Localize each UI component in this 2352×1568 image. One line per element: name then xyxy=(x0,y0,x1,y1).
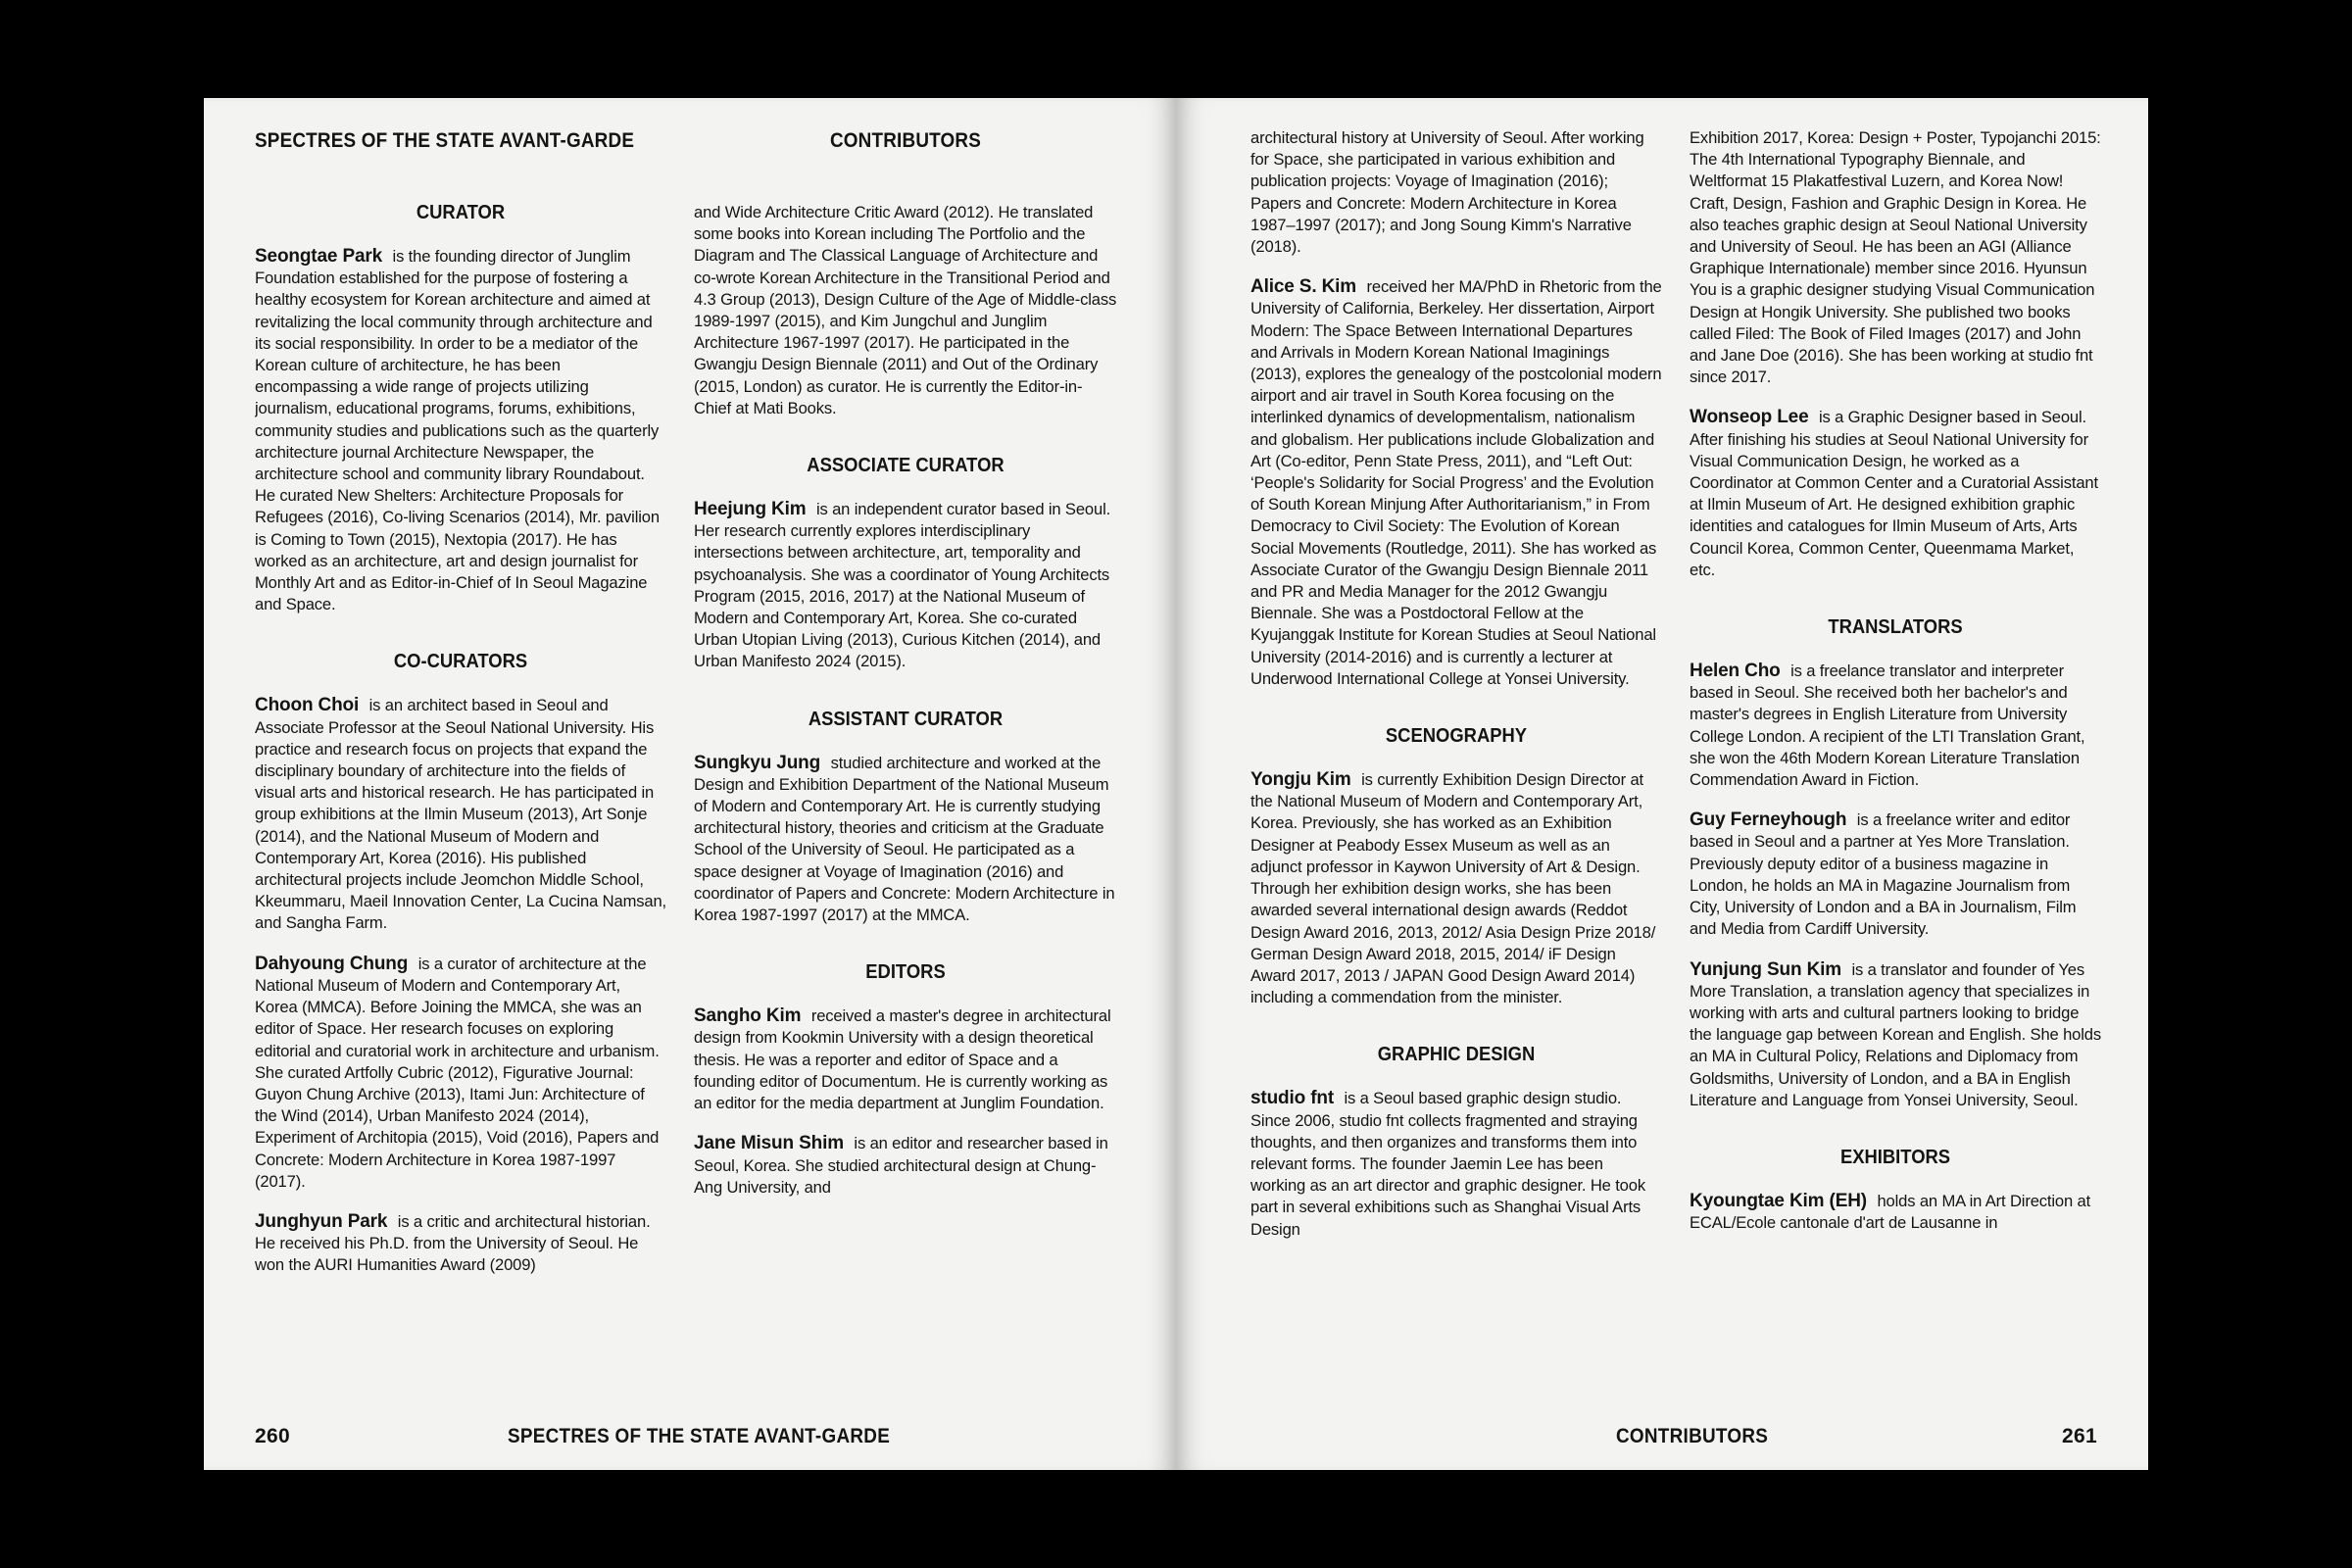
section-heading-graphic-design: GRAPHIC DESIGN xyxy=(1377,1044,1536,1066)
contributor-bio: is a translator and founder of Yes More Translation, a translation agency that specializes in working with arts and cultural partners looking to bridge the language gap between Korean and English. She holds an MA in Cultural Policy, Relations and Diplomacy from Goldsmiths, University of London, and a BA in English Literature and Language from Yonsei University, Seoul. xyxy=(1690,959,2101,1109)
contributor-name: Sangho Kim xyxy=(694,1005,802,1027)
left-column-2 xyxy=(694,125,1117,1362)
section-heading-editors: EDITORS xyxy=(865,961,946,984)
bio-entry xyxy=(255,695,666,934)
contributor-bio: is a freelance writer and editor based in Seoul and a partner at Yes More Translation. Previously deputy editor of a business magazine in London, he holds an MA in Magazine Journalism from City, University of London and a BA in Journalism, Film and Media from Cardiff University. xyxy=(1690,810,2077,939)
contributor-name: Heejung Kim xyxy=(694,499,807,520)
section-heading-exhibitors: EXHIBITORS xyxy=(1839,1146,1951,1168)
contributor-name: Yunjung Sun Kim xyxy=(1690,958,1842,980)
bio-entry xyxy=(1690,661,2101,791)
contributor-name: studio fnt xyxy=(1250,1088,1335,1109)
contributor-bio: received a master's degree in architectural design from Kookmin University with a design theoretical thesis. He was a reporter and editor of Space and a founding editor of Documentum. He is currently working as an editor for the media department at Junglim Foundation. xyxy=(694,1006,1111,1113)
contributor-bio: holds an MA in Art Direction at ECAL/Ecole cantonale d'art de Lausanne in xyxy=(1690,1191,2091,1233)
section-heading-scenography: SCENOGRAPHY xyxy=(1385,725,1528,748)
page-number: 260 xyxy=(255,1425,290,1447)
section-heading-curator: CURATOR xyxy=(416,202,506,223)
left-column-1 xyxy=(255,125,666,1362)
contributor-bio: is a Graphic Designer based in Seoul. After finishing his studies at Seoul National University for Visual Communication Design, he worked as a Coordinator at Common Center and a Curatorial Assistant at Ilmin Museum of Art. He designed exhibition graphic identities and catalogues for Ilmin Museum of Arts, Arts Council Korea, Common Center, Queenmama Market, etc. xyxy=(1690,408,2098,579)
bio-entry xyxy=(1250,1088,1662,1240)
section-heading-co-curators: CO-CURATORS xyxy=(393,651,528,673)
bio-continuation: architectural history at University of Seoul. After working for Space, she participated in various exhibition and publication projects: Voyage of Imagination (2016); Papers and Concrete: Modern Architecture in Korea 1987–1997 (2017); and Jong Soung Kimm's Narrative (2018). xyxy=(1250,128,1644,257)
contributor-name: Seongtae Park xyxy=(255,246,383,267)
section-heading-associate-curator: ASSOCIATE CURATOR xyxy=(807,455,1004,477)
contributor-name: Wonseop Lee xyxy=(1690,407,1809,428)
contributor-bio: received her MA/PhD in Rhetoric from the University of California, Berkeley. Her dissertation, Airport Modern: The Space Between International Departures and Arrivals in Modern Korean National Imaginings (2013), explores the genealogy of the postcolonial modern airport and air travel in South Korea focusing on the interlinked dynamics of developmentalism, nationalism and globalism. Her publications include Globalization and Art (Co-editor, Penn State Press, 2011), and “Left Out: ‘People's Solidarity for Social Progress’ and the Evolution of South Korean Minjung After Authoritarianism,” in From Democracy to Civil Society: The Evolution of Korean Social Movements (Routledge, 2011). She has worked as Associate Curator of the Gwangju Design Biennale 2011 and PR and Media Manager for the 2012 Gwangju Biennale. She was a Postdoctoral Fellow at the Kyujanggak Institute for Korean Studies at Seoul National University (2014-2016) and is currently a lecturer at Underwood International College at Yonsei University. xyxy=(1250,277,1662,688)
right-page xyxy=(1176,98,2148,1470)
contributor-bio: is the founding director of Junglim Foundation established for the purpose of fostering a healthy ecosystem for Korean architecture and aimed at revitalizing the local community through architecture and its social responsibility. In order to be a mediator of the Korean culture of architecture, he has been encompassing a wide range of projects utilizing journalism, educational programs, forums, exhibitions, community studies and publications such as the quarterly architecture journal Architecture Newspaper, the architecture school and community library Roundabout. He curated New Shelters: Architecture Proposals for Refugees (2016), Co-living Scenarios (2014), Mr. pavilion is Coming to Town (2015), Nextopia (2017). He has worked as an architecture, art and design journalist for Monthly Art and as Editor-in-Chief of In Seoul Magazine and Space. xyxy=(255,247,660,614)
bio-entry xyxy=(694,499,1117,673)
bio-entry xyxy=(255,954,666,1193)
section-heading-assistant-curator: ASSISTANT CURATOR xyxy=(808,708,1004,730)
contributor-name: Helen Cho xyxy=(1690,661,1781,682)
contributor-bio: is an independent curator based in Seoul. Her research currently explores interdisciplinary intersections between architecture, art, temporality and psychoanalysis. She was a coordinator of Young Architects Program (2015, 2016, 2017) at the National Museum of Modern and Contemporary Art, Korea. She co-curated Urban Utopian Living (2013), Curious Kitchen (2014), and Urban Manifesto 2024 (2015). xyxy=(694,500,1111,671)
contributor-name: Jane Misun Shim xyxy=(694,1133,844,1154)
bio-entry xyxy=(1250,276,1662,690)
contributors-heading: CONTRIBUTORS xyxy=(829,129,982,152)
bio-entry xyxy=(694,1133,1117,1199)
footer-title: SPECTRES OF THE STATE AVANT-GARDE xyxy=(508,1425,891,1447)
bio-entry xyxy=(255,246,666,615)
right-column-1 xyxy=(1250,125,1662,1362)
contributor-bio: is an architect based in Seoul and Associate Professor at the Seoul National University. His practice and research focus on projects that expand the disciplinary boundary of architecture into the fields of visual arts and historical research. He has participated in group exhibitions at the Ilmin Museum (2013), Art Sonje (2014), and the National Museum of Modern and Contemporary Art, Korea (2016). His published architectural projects include Jeomchon Middle School, Kkeummaru, Maeil Innovation Center, La Cucina Namsan, and Sangha Farm. xyxy=(255,696,666,933)
contributor-bio: is a freelance translator and interpreter based in Seoul. She received both her bachelor's and master's degrees in English Literature from University College London. A recipient of the LTI Translation Grant, she won the 46th Modern Korean Literature Translation Commendation Award in Fiction. xyxy=(1690,662,2085,790)
contributor-bio: is currently Exhibition Design Director at the National Museum of Modern and Contemporary Art, Korea. Previously, she has worked as an Exhibition Designer at Peabody Essex Museum as well as an adjunct professor in Kaywon University of Art & Design. Through her exhibition design works, she has been awarded several international design awards (Reddot Design Award 2016, 2013, 2012/ Asia Design Prize 2018/ German Design Award 2018, 2015, 2014/ iF Design Award 2017, 2013 / JAPAN Good Design Award 2014) including a commendation from the minister. xyxy=(1250,770,1656,1007)
left-page xyxy=(204,98,1176,1470)
contributor-bio: is a critic and architectural historian. He received his Ph.D. from the University of Seoul. He won the AURI Humanities Award (2009) xyxy=(255,1211,651,1275)
contributor-name: Guy Ferneyhough xyxy=(1690,809,1847,831)
page-number: 261 xyxy=(2062,1425,2097,1447)
footer-title: CONTRIBUTORS xyxy=(1616,1425,1769,1447)
contributor-bio: is an editor and researcher based in Seoul, Korea. She studied architectural design at Chung-Ang University, and xyxy=(694,1134,1108,1197)
bio-entry xyxy=(1250,769,1662,1008)
bio-continuation: and Wide Architecture Critic Award (2012). He translated some books into Korean including The Portfolio and the Diagram and The Classical Language of Architecture and co-wrote Korean Architecture in the Transitional Period and 4.3 Group (2013), Design Culture of the Age of Middle-class 1989-1997 (2015), and Kim Jungchul and Junglim Architecture 1967-1997 (2017). He participated in the Gwangju Design Biennale (2011) and Out of the Ordinary (2015, London) as curator. He is currently the Editor-in-Chief at Mati Books. xyxy=(694,203,1117,417)
contributor-bio: is a curator of architecture at the National Museum of Modern and Contemporary Art, Korea (MMCA). Before Joining the MMCA, she was an editor of Space. Her research focuses on exploring editorial and curatorial work in architecture and urbanism. She curated Artfolly Cubric (2012), Figurative Journal: Guyon Chung Archive (2013), Itami Jun: Architecture of the Wind (2014), Urban Manifesto 2024 (2014), Experiment of Architopia (2015), Void (2016), Papers and Concrete: Modern Architecture in Korea 1987-1997 (2017). xyxy=(255,954,660,1191)
contributor-name: Dahyoung Chung xyxy=(255,953,409,974)
contributor-name: Sungkyu Jung xyxy=(694,752,821,773)
right-column-2 xyxy=(1690,125,2101,1362)
contributor-name: Choon Choi xyxy=(255,695,360,716)
running-title: SPECTRES OF THE STATE AVANT-GARDE xyxy=(255,129,635,152)
section-heading-translators: TRANSLATORS xyxy=(1828,616,1963,639)
contributor-name: Yongju Kim xyxy=(1250,769,1351,791)
contributor-bio: is a Seoul based graphic design studio. Since 2006, studio fnt collects fragmented and straying thoughts, and then organizes and transforms them into relevant forms. The founder Jaemin Lee has been working as an art director and graphic designer. He took part in several exhibitions such as Shanghai Visual Arts Design xyxy=(1250,1089,1645,1239)
bio-entry xyxy=(694,753,1117,927)
bio-entry xyxy=(255,1211,666,1277)
bio-continuation: Exhibition 2017, Korea: Design + Poster, Typojanchi 2015: The 4th International Typography Biennale, and Weltformat 15 Plakatfestival Luzern, and Korea Now! Craft, Design, Fashion and Graphic Design in Korea. He also teaches graphic design at Seoul National University and University of Seoul. He has been an AGI (Alliance Graphique Internationale) member since 2016. Hyunsun You is a graphic designer studying Visual Communication Design at Hongik University. She published two books called Filed: The Book of Filed Images (2017) and John and Jane Doe (2016). She has been working at studio fnt since 2017. xyxy=(1690,128,2101,387)
contributor-bio: studied architecture and worked at the Design and Exhibition Department of the National Museum of Modern and Contemporary Art. He is currently studying architectural history, theories and criticism at the Graduate School of the University of Seoul. He participated as a space designer at Voyage of Imagination (2016) and coordinator of Papers and Concrete: Modern Architecture in Korea 1987-1997 (2017) at the MMCA. xyxy=(694,753,1115,925)
bio-entry xyxy=(1690,407,2101,581)
bio-entry xyxy=(1690,809,2101,940)
bio-entry xyxy=(1690,1191,2101,1234)
bio-entry xyxy=(1690,959,2101,1111)
contributor-name: Kyoungtae Kim (EH) xyxy=(1690,1190,1867,1211)
contributor-name: Alice S. Kim xyxy=(1250,276,1357,298)
bio-entry xyxy=(694,1005,1117,1114)
contributor-name: Junghyun Park xyxy=(255,1210,388,1232)
